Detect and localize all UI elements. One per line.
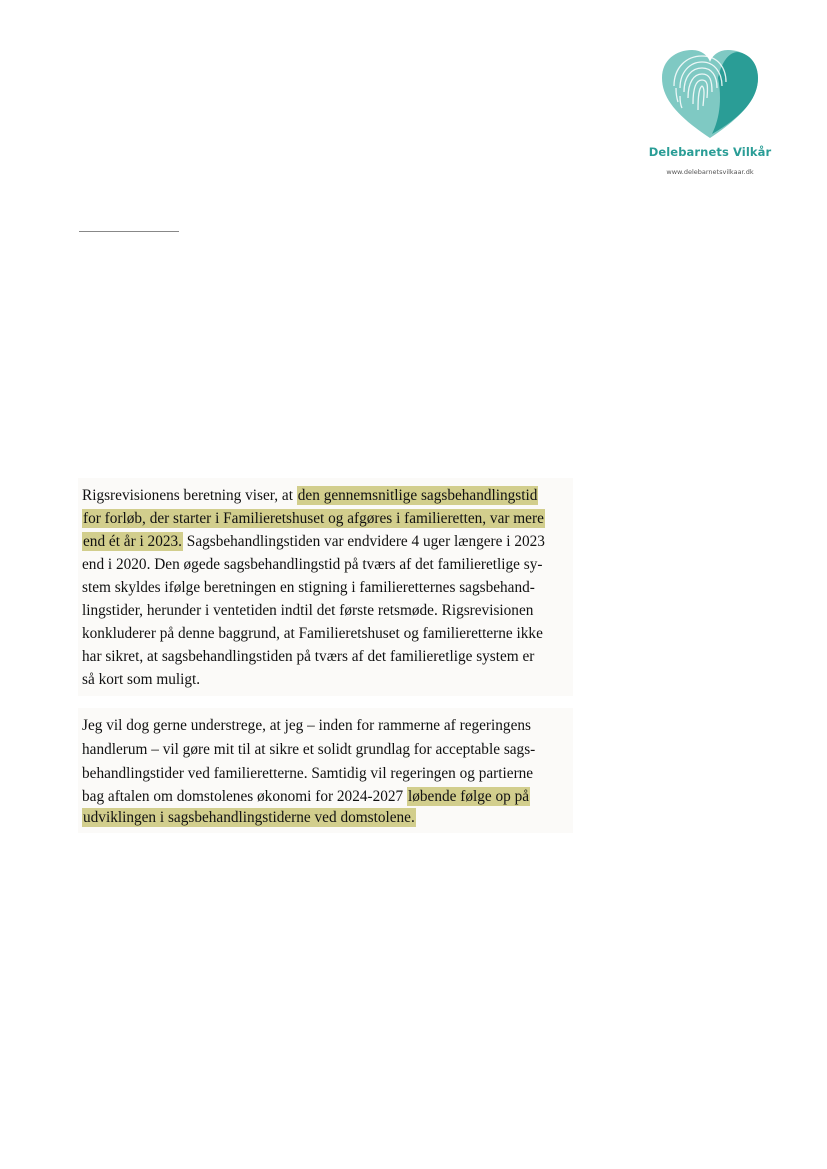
excerpt-line: bag aftalen om domstolenes økonomi for 2024-2027 løbende følge op på (82, 788, 530, 805)
excerpt-minister (78, 708, 573, 833)
excerpt-line (82, 807, 416, 829)
excerpt-line: så kort som muligt. (82, 671, 201, 688)
excerpt-line: Jeg vil dog gerne understrege, at jeg – inden for rammerne af regeringens (82, 717, 531, 734)
excerpt-line: end i 2020. Den øgede sagsbehandlingstid på tværs af det familieretlige sy- (82, 556, 543, 573)
highlight: end ét år i 2023. (83, 533, 182, 550)
excerpt-line: konkluderer på denne baggrund, at Familieretshuset og familieretterne ikke (82, 625, 543, 642)
highlight: for forløb, der starter i Familieretshuset og afgøres i familieretten, var mere (83, 510, 544, 527)
excerpt-line: lingstider, herunder i ventetiden indtil det første retsmøde. Rigsrevisionen (82, 602, 534, 619)
excerpt-rigsrevisionen (78, 478, 573, 696)
brand-url[interactable]: www.delebarnetsvilkaar.dk (666, 168, 754, 176)
brand-name: Delebarnets Vilkår (648, 145, 772, 159)
logo (640, 48, 780, 183)
divider (79, 231, 179, 232)
highlight: udviklingen i sagsbehandlingstiderne ved domstolene. (83, 809, 415, 826)
excerpt-line: behandlingstider ved familieretterne. Samtidig vil regeringen og partierne (82, 765, 534, 782)
highlight: løbende følge op på (408, 788, 530, 805)
excerpt-line (82, 508, 545, 530)
excerpt-line: end ét år i 2023. Sagsbehandlingstiden var endvidere 4 uger længere i 2023 (83, 533, 545, 550)
excerpt-line: stem skyldes ifølge beretningen en stigning i familieretternes sagsbehand- (82, 579, 535, 596)
excerpt-line: handlerum – vil gøre mit til at sikre et solidt grundlag for acceptable sags- (82, 741, 536, 758)
highlight: den gennemsnitlige sagsbehandlingstid (297, 487, 538, 504)
fingerprint-heart-icon (660, 48, 760, 140)
excerpt-line: Rigsrevisionens beretning viser, at den gennemsnitlige sagsbehandlingstid (82, 487, 538, 504)
excerpt-line: har sikret, at sagsbehandlingstiden på tværs af det familieretlige system er (82, 648, 535, 665)
